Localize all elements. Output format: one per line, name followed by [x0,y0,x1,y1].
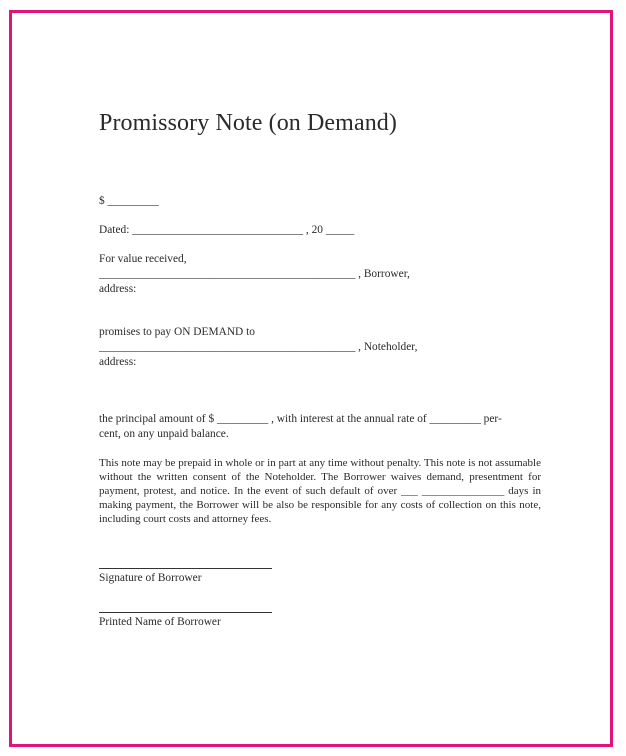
principal-amount-line: the principal amount of $ _________ , with interest at the annual rate of _________ per- [99,413,502,425]
borrower-line: _____________________________________________ , Borrower, [99,268,410,280]
printed-name-line [99,612,272,613]
principal-amount-line-2: cent, on any unpaid balance. [99,428,229,440]
printed-name-label: Printed Name of Borrower [99,616,221,628]
noteholder-address-label: address: [99,356,137,368]
amount-line: $ _________ [99,195,159,207]
dated-line: Dated: ______________________________ , 20 _____ [99,224,355,236]
signature-label: Signature of Borrower [99,572,202,584]
borrower-address-label: address: [99,283,137,295]
noteholder-line: _____________________________________________ , Noteholder, [99,341,418,353]
promise-text: promises to pay ON DEMAND to [99,326,255,338]
document-title: Promissory Note (on Demand) [99,110,397,136]
value-received-text: For value received, [99,253,187,265]
signature-line [99,568,272,569]
terms-paragraph: This note may be prepaid in whole or in part at any time without penalty. This note is not assumable without the written consent of the Noteholder. The Borrower waives demand, presentment for payment, protest, and notice. In the event of such default of over ___ _______________ days in making payment, the Borrower will be also be responsible for any costs of collection on this note, including court costs and attorney fees. [99,457,541,525]
